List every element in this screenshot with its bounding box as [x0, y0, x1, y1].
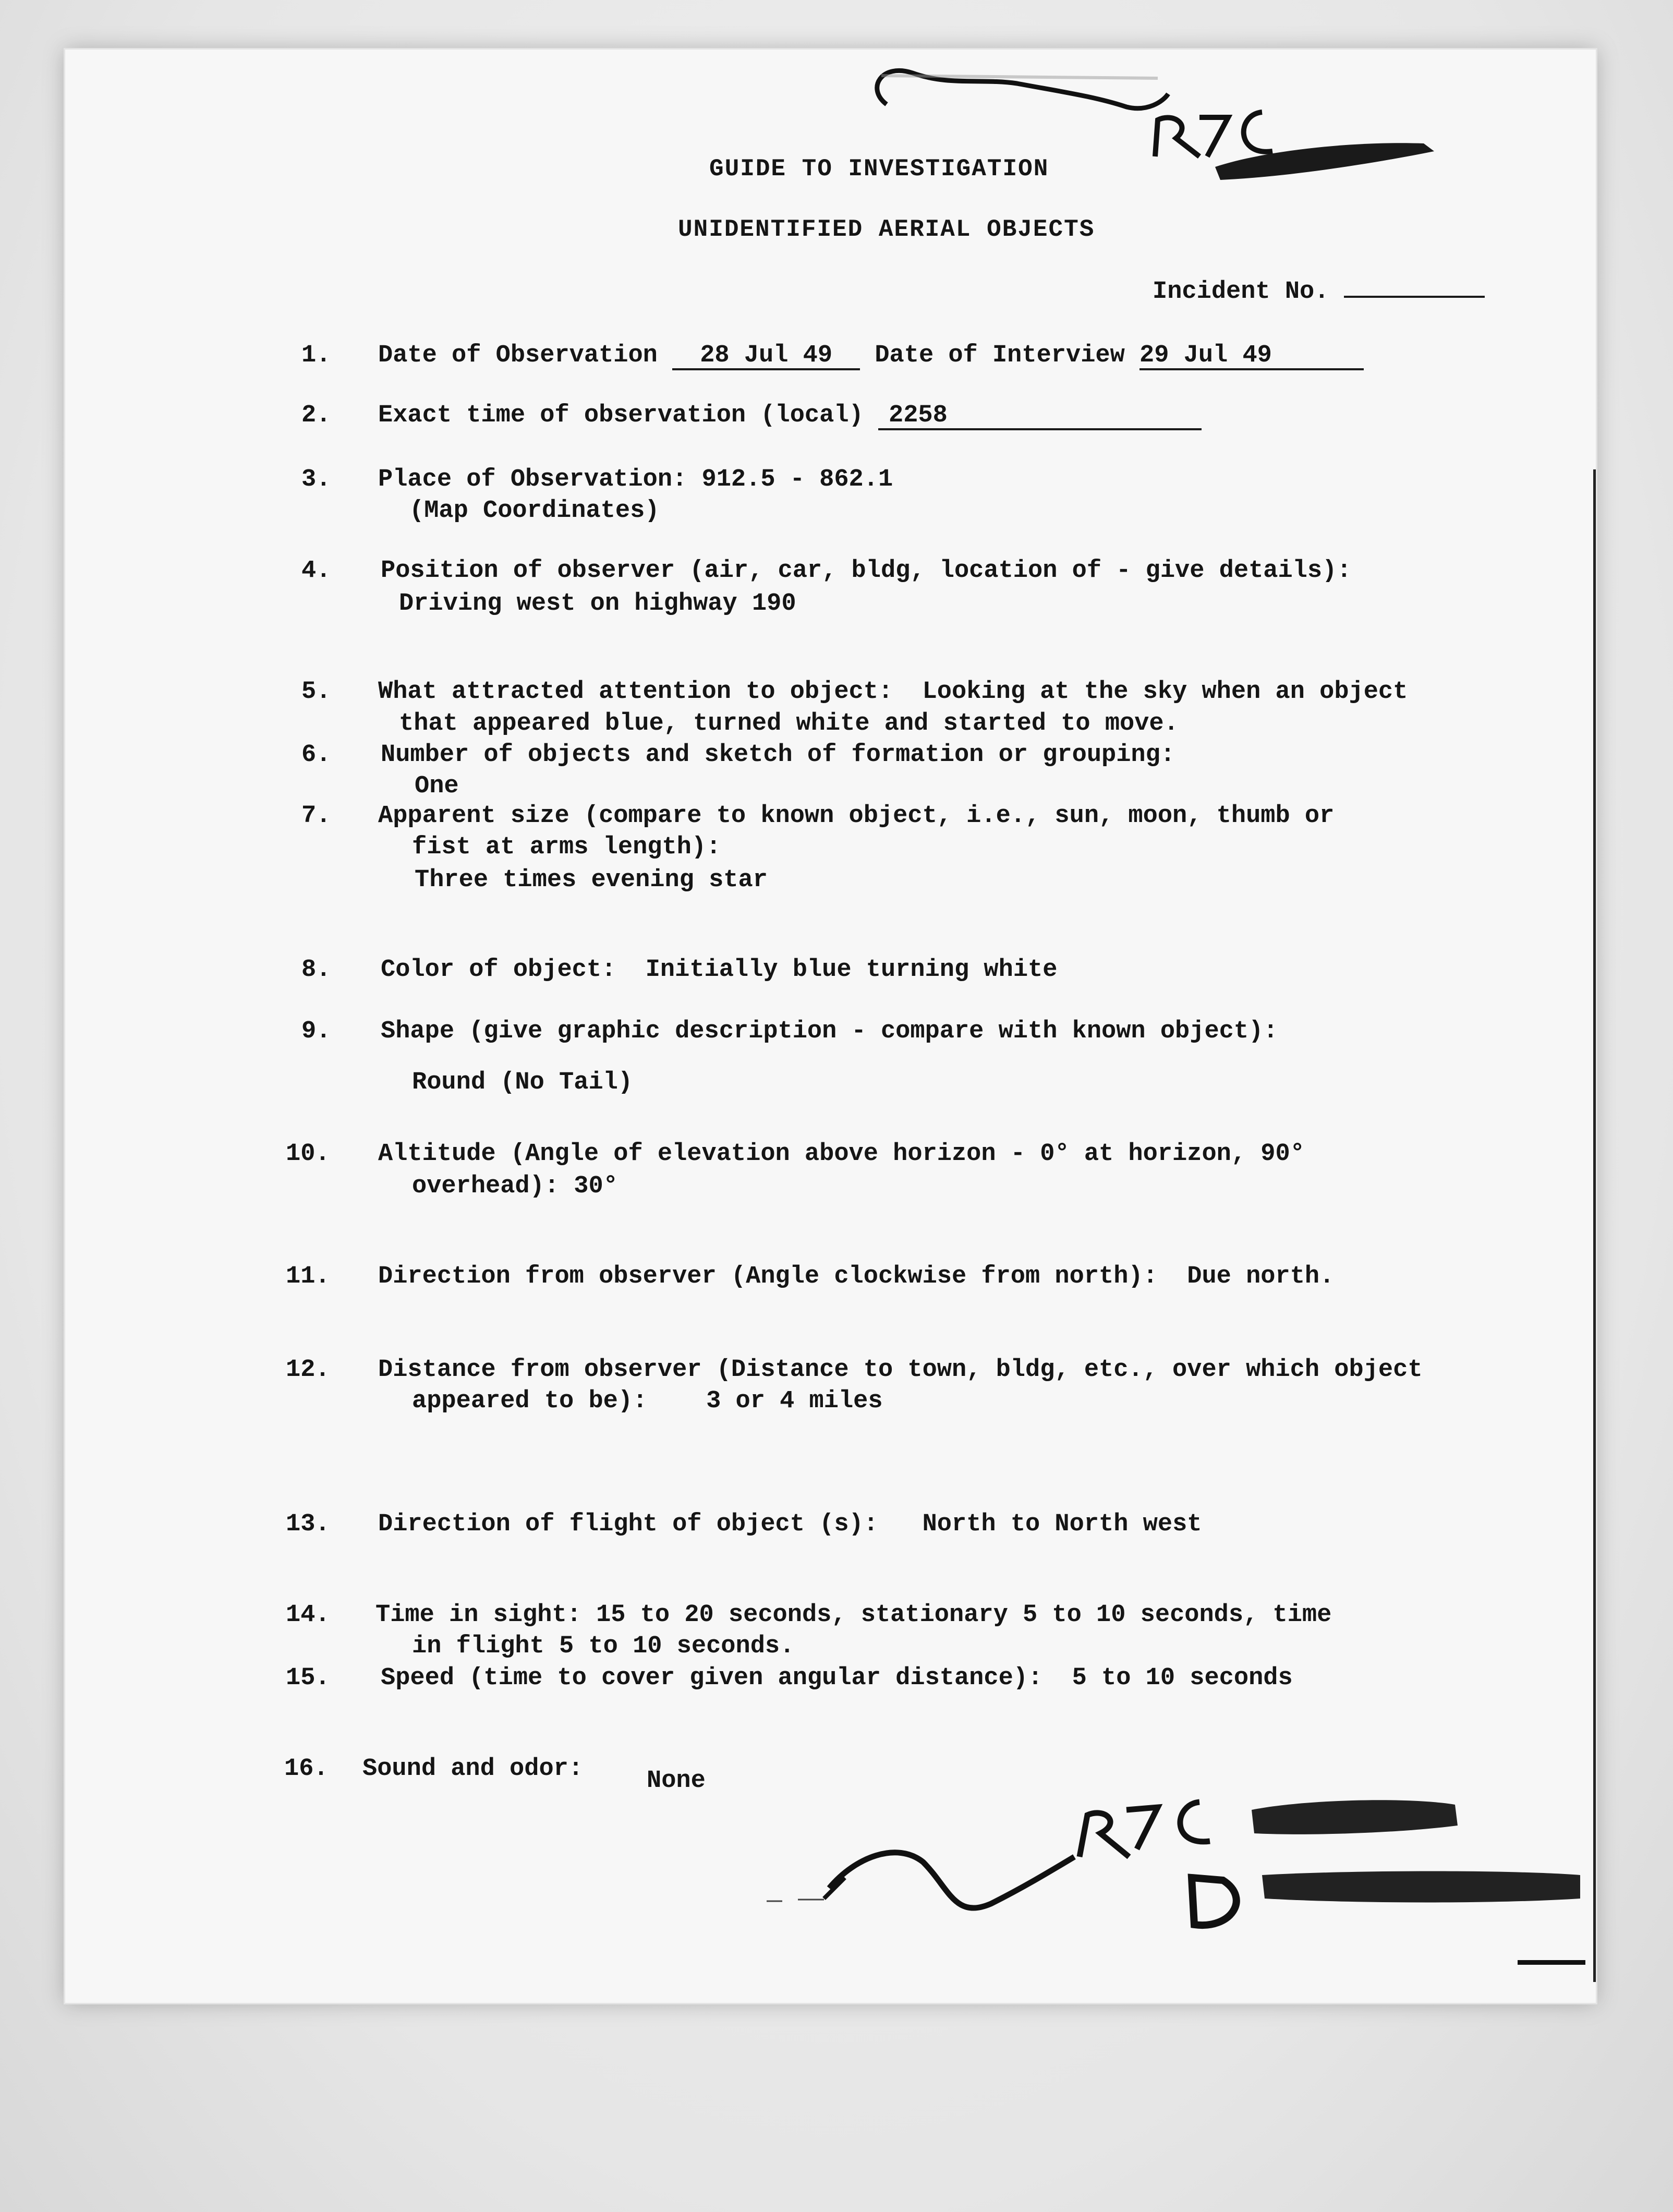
item-16-label: Sound and odor:	[362, 1755, 584, 1783]
item-number: 8.	[301, 956, 331, 984]
item-8-row	[381, 954, 1057, 986]
bottom-d-mark	[1192, 1878, 1236, 1925]
time-in-sight-value-line-2: in flight 5 to 10 seconds.	[412, 1633, 795, 1660]
item-10-label-line-2: overhead):	[412, 1173, 560, 1200]
distance-from-observer-value: 3 or 4 miles	[706, 1387, 883, 1415]
speed-value: 5 to 10 seconds	[1072, 1664, 1293, 1692]
time-of-observation-value: 2258	[878, 403, 1202, 430]
item-number: 7.	[301, 802, 331, 830]
item-12-row-2	[412, 1386, 883, 1417]
item-number: 10.	[286, 1140, 330, 1168]
item-number: 6.	[301, 741, 331, 769]
item-3-row	[378, 464, 893, 495]
item-7-label-line-1: Apparent size (compare to known object, i.e., sun, moon, thumb or	[378, 802, 1335, 830]
item-12-label-line-2: appeared to be):	[412, 1387, 648, 1415]
direction-from-observer-value: Due north.	[1187, 1263, 1335, 1290]
direction-of-flight-value: North to North west	[922, 1510, 1202, 1538]
time-in-sight-value-line-1: 15 to 20 seconds, stationary 5 to 10 seconds, time	[596, 1601, 1332, 1629]
bottom-redaction-bar-2	[1262, 1871, 1580, 1903]
item-number: 11.	[286, 1263, 330, 1290]
item-1-label-a: Date of Observation	[378, 342, 658, 369]
apparent-size-value: Three times evening star	[415, 866, 768, 894]
item-number: 4.	[301, 557, 331, 585]
scan-dash-marks	[767, 1900, 824, 1901]
item-1-label-b: Date of Interview	[875, 342, 1125, 369]
item-2-label: Exact time of observation (local)	[378, 402, 864, 429]
item-10-row-2	[412, 1171, 618, 1202]
item-11-label: Direction from observer (Angle clockwise from north):	[378, 1263, 1158, 1290]
item-13-label: Direction of flight of object (s):	[378, 1510, 878, 1538]
item-6-label: Number of objects and sketch of formation or grouping:	[381, 741, 1175, 769]
bottom-redaction-bar-1	[1252, 1800, 1458, 1834]
item-10-label-line-1: Altitude (Angle of elevation above horizon - 0° at horizon, 90°	[378, 1140, 1305, 1168]
item-number: 14.	[286, 1601, 330, 1629]
bottom-initials-r7c	[1080, 1802, 1210, 1857]
item-number: 12.	[286, 1356, 330, 1384]
attraction-value-line-1: Looking at the sky when an object	[922, 678, 1408, 706]
item-number: 3.	[301, 466, 331, 493]
item-number: 15.	[286, 1664, 330, 1692]
shape-value: Round (No Tail)	[412, 1069, 633, 1096]
top-initials-r7c	[1155, 112, 1272, 156]
item-number: 9.	[301, 1018, 331, 1045]
item-3-note: (Map Coordinates)	[409, 497, 660, 525]
item-5-label: What attracted attention to object:	[378, 678, 893, 706]
bottom-squiggle-signature	[829, 1853, 1074, 1908]
document-title: GUIDE TO INVESTIGATION	[709, 155, 1049, 183]
item-number: 1.	[301, 342, 331, 369]
item-3-label: Place of Observation:	[378, 466, 687, 493]
item-7-label-line-2: fist at arms length):	[412, 833, 721, 861]
item-2-row	[378, 400, 1202, 431]
item-number: 5.	[301, 678, 331, 706]
item-8-label: Color of object:	[381, 956, 616, 984]
number-of-objects-value: One	[415, 772, 459, 800]
date-of-interview-value: 29 Jul 49	[1139, 343, 1364, 370]
position-of-observer-value: Driving west on highway 190	[399, 590, 796, 618]
document-subtitle: UNIDENTIFIED AERIAL OBJECTS	[678, 216, 1095, 243]
incident-number-label: Incident No.	[1153, 278, 1329, 306]
item-14-row	[375, 1600, 1331, 1631]
item-number: 13.	[286, 1510, 330, 1538]
item-15-row	[381, 1663, 1293, 1694]
item-1-row	[378, 340, 1364, 371]
item-13-row	[378, 1509, 1202, 1540]
item-11-row	[378, 1261, 1334, 1292]
altitude-value: 30°	[574, 1173, 618, 1200]
item-5-row	[378, 676, 1408, 708]
attraction-value-line-2: that appeared blue, turned white and started to move.	[399, 710, 1179, 738]
item-number: 16.	[284, 1755, 329, 1783]
item-9-label: Shape (give graphic description - compare with known object):	[381, 1018, 1278, 1045]
sound-and-odor-value: None	[647, 1767, 706, 1795]
incident-number-row	[1153, 276, 1485, 308]
color-of-object-value: Initially blue turning white	[645, 956, 1058, 984]
item-number: 2.	[301, 402, 331, 429]
item-4-label: Position of observer (air, car, bldg, location of - give details):	[381, 557, 1352, 585]
item-14-label: Time in sight:	[375, 1601, 581, 1629]
top-redaction-bar	[1215, 143, 1434, 180]
date-of-observation-value: 28 Jul 49	[672, 343, 860, 370]
item-12-label-line-1: Distance from observer (Distance to town, bldg, etc., over which object	[378, 1356, 1423, 1384]
place-of-observation-value: 912.5 - 862.1	[701, 466, 893, 493]
item-15-label: Speed (time to cover given angular distance):	[381, 1664, 1043, 1692]
incident-number-blank	[1344, 296, 1485, 298]
